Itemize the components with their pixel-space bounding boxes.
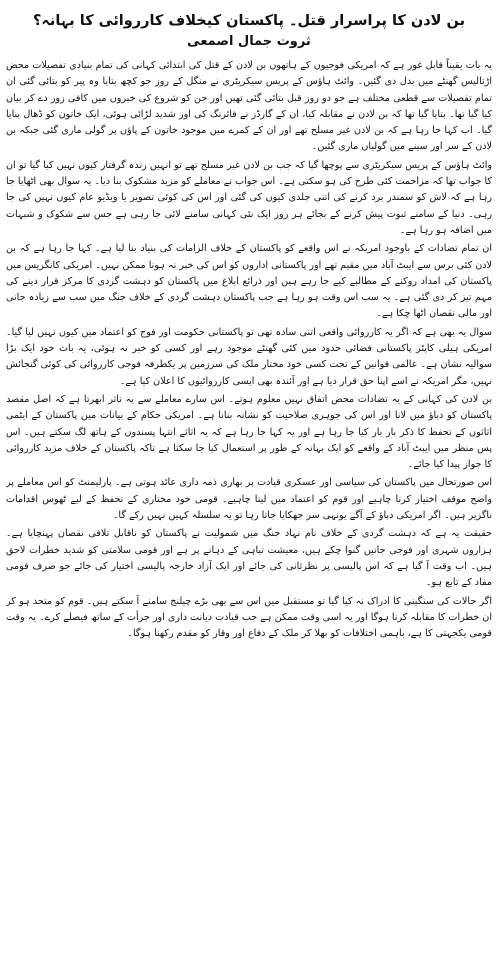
article-paragraph: یہ بات یقیناً قابل غور ہے کہ امریکی فوجیوں کے ہاتھوں بن لادن کے قتل کی ابتدائی کہانی کی تمام بنیادی تفصیلات محض اڑتالیس گھنٹے میں بدل دی گئیں۔ وائٹ ہاؤس کے پریس سیکریٹری نے منگل کے روز جو کچھ بتایا وہ پیر کو بتائی گئی ان تمام تفصیلات سے قطعی مختلف ہے جو دو روز قبل بتائی گئی تھیں اور جن کو شروع کی خبروں میں کافی زور دے کر بیان کیا گیا تھا۔ بتایا گیا تھا کہ بن لادن نے مقابلہ کیا، ان کے گارڈز نے فائرنگ کی اور شدید لڑائی ہوئی، ایک خاتون کو ڈھال بنایا گیا۔ اب کہا جا رہا ہے کہ بن لادن غیر مسلح تھے اور ان کے کمرے میں موجود خاتون کے پاؤں پر گولی ماری گئی جبکہ بن لادن کے سر اور سینے میں گولیاں ماری گئیں۔	[6, 60, 492, 153]
article-paragraph: حقیقت یہ ہے کہ دہشت گردی کے خلاف نام نہاد جنگ میں شمولیت نے پاکستان کو ناقابل تلافی نقصان پہنچایا ہے۔ ہزاروں شہری اور فوجی جانیں گنوا چکے ہیں، معیشت تباہی کے دہانے پر ہے اور قومی سلامتی کو شدید خطرات لاحق ہیں۔ اب وقت آ گیا ہے کہ اس پالیسی پر نظرثانی کی جائے اور ایک آزاد خارجہ پالیسی اختیار کی جائے جو صرف قومی مفاد کے تابع ہو۔	[6, 528, 492, 589]
newspaper-column	[6, 4, 492, 949]
article-headline: بن لادن کا پراسرار قتل۔ پاکستان کیخلاف کارروائی کا بہانہ؟	[32, 13, 466, 29]
article-paragraph: سوال یہ بھی ہے کہ اگر یہ کارروائی واقعی اتنی سادہ تھی تو پاکستانی حکومت اور فوج کو اعتماد میں کیوں نہیں لیا گیا۔ امریکی ہیلی کاپٹر پاکستانی فضائی حدود میں کئی گھنٹے موجود رہے اور کسی کو خبر نہ ہوئی، یہ بات خود ایک بڑا سوالیہ نشان ہے۔ عالمی قوانین کے تحت کسی خود مختار ملک کی سرزمین پر یکطرفہ فوجی کارروائی کی کوئی گنجائش نہیں، مگر امریکہ نے اسے اپنا حق قرار دیا ہے اور آئندہ بھی ایسی کارروائیوں کا اعلان کیا ہے۔	[6, 326, 492, 387]
article-paragraph: اس صورتحال میں پاکستان کی سیاسی اور عسکری قیادت پر بھاری ذمہ داری عائد ہوتی ہے۔ پارلیمنٹ کو اس معاملے پر واضح موقف اختیار کرنا چاہیے اور قوم کو اعتماد میں لینا چاہیے۔ قومی خود مختاری کے تحفظ کے لیے ٹھوس اقدامات ناگزیر ہیں۔ اگر امریکی دباؤ کے آگے یونہی سر جھکایا جاتا رہا تو یہ سلسلہ کہیں نہیں رکے گا۔	[6, 477, 492, 522]
article-paragraph: اگر حالات کی سنگینی کا ادراک نہ کیا گیا تو مستقبل میں اس سے بھی بڑے چیلنج سامنے آ سکتے ہیں۔ قوم کو متحد ہو کر ان خطرات کا مقابلہ کرنا ہوگا اور یہ اسی وقت ممکن ہے جب قیادت دیانت داری اور جرأت کے ساتھ فیصلے کرے۔ یہ وقت قومی یکجہتی کا ہے، باہمی اختلافات کو بھلا کر ملک کے دفاع اور وقار کو مقدم رکھنا ہوگا۔	[6, 595, 492, 640]
article-paragraph: ان تمام تضادات کے باوجود امریکہ نے اس واقعے کو پاکستان کے خلاف الزامات کی بنیاد بنا لیا ہے۔ کہا جا رہا ہے کہ بن لادن کئی برس سے ایبٹ آباد میں مقیم تھے اور پاکستانی اداروں کو اس کی خبر نہ ہونا ممکن نہیں۔ امریکی کانگریس میں پاکستان کی امداد روکنے کے مطالبے کیے جا رہے ہیں اور ذرائع ابلاغ میں پاکستان کو دہشت گردی کا مرکز قرار دینے کی مہم تیز کر دی گئی ہے۔ یہ سب اس وقت ہو رہا ہے جب پاکستان دہشت گردی کے خلاف جنگ میں سب سے زیادہ جانی اور مالی نقصان اٹھا چکا ہے۔	[6, 243, 492, 320]
article-body	[6, 58, 492, 642]
article-author: ثروت جمال اصمعی	[187, 34, 311, 49]
article-paragraph: بن لادن کی کہانی کے یہ تضادات محض اتفاق نہیں معلوم ہوتے۔ اس سارے معاملے سے یہ تاثر ابھرتا ہے کہ اصل مقصد پاکستان کو دباؤ میں لانا اور اس کی جوہری صلاحیت کو نشانہ بنانا ہے۔ امریکی حکام کے بیانات میں پاکستان کے ایٹمی اثاثوں کے تحفظ کا ذکر بار بار کیا جا رہا ہے اور یہ کہا جا رہا ہے کہ یہ اثاثے انتہا پسندوں کے ہاتھ لگ سکتے ہیں۔ اس پس منظر میں ایبٹ آباد کے واقعے کو ایک بہانہ کے طور پر استعمال کیا جا سکتا ہے تاکہ پاکستان کے خلاف مزید کارروائی کا جواز پیدا کیا جائے۔	[6, 393, 492, 471]
article-paragraph: وائٹ ہاؤس کے پریس سیکریٹری سے پوچھا گیا کہ جب بن لادن غیر مسلح تھے تو انہیں زندہ گرفتار کیوں نہیں کیا گیا تو ان کا جواب تھا کہ مزاحمت کئی طرح کی ہو سکتی ہے۔ اس جواب نے معاملے کو مزید مشکوک بنا دیا۔ یہ سوال بھی اٹھایا جا رہا ہے کہ لاش کو سمندر برد کرنے کی اتنی جلدی کیوں کی گئی اور اس کی کوئی تصویر یا ویڈیو عام کیوں نہیں کی جا رہی۔ دنیا کے سامنے ثبوت پیش کرنے کے بجائے ہر روز ایک نئی کہانی سامنے لائی جا رہی ہے جس سے شکوک و شبہات میں اضافہ ہو رہا ہے۔	[6, 159, 492, 236]
